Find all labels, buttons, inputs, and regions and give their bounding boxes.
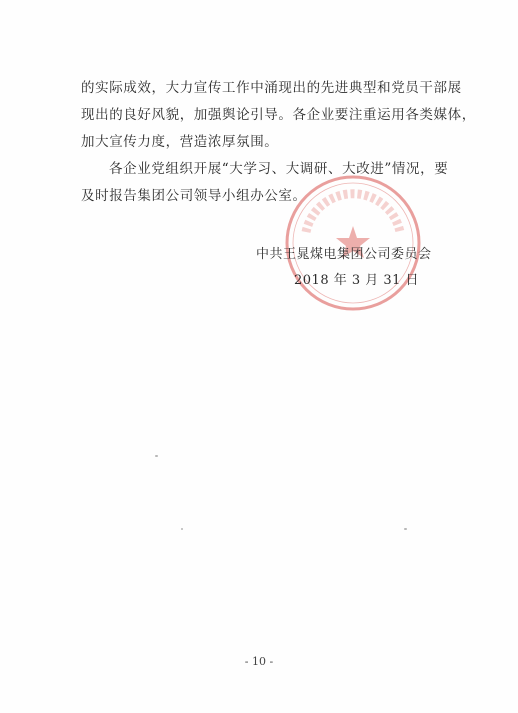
signature-date: 2018 年 3 月 31 日 <box>294 273 420 288</box>
body-text-line: 现出的良好风貌，加强舆论引导。各企业要注重运用各类媒体， <box>81 107 476 123</box>
page-number: - 10 - <box>244 655 274 668</box>
body-text-line: 加大宣传力度，营造浓厚氛围。 <box>81 134 279 150</box>
body-text-line: 及时报告集团公司领导小组办公室。 <box>81 188 307 204</box>
body-text-line: 的实际成效，大力宣传工作中涌现出的先进典型和党员干部展 <box>81 80 462 96</box>
body-text-line: 各企业党组织开展“大学习、大调研、大改进”情况，要 <box>109 161 449 177</box>
scan-speck <box>404 528 407 530</box>
scan-speck <box>181 528 183 530</box>
signature-organization: 中共王晁煤电集团公司委员会 <box>256 247 432 262</box>
scan-speck <box>155 455 158 457</box>
